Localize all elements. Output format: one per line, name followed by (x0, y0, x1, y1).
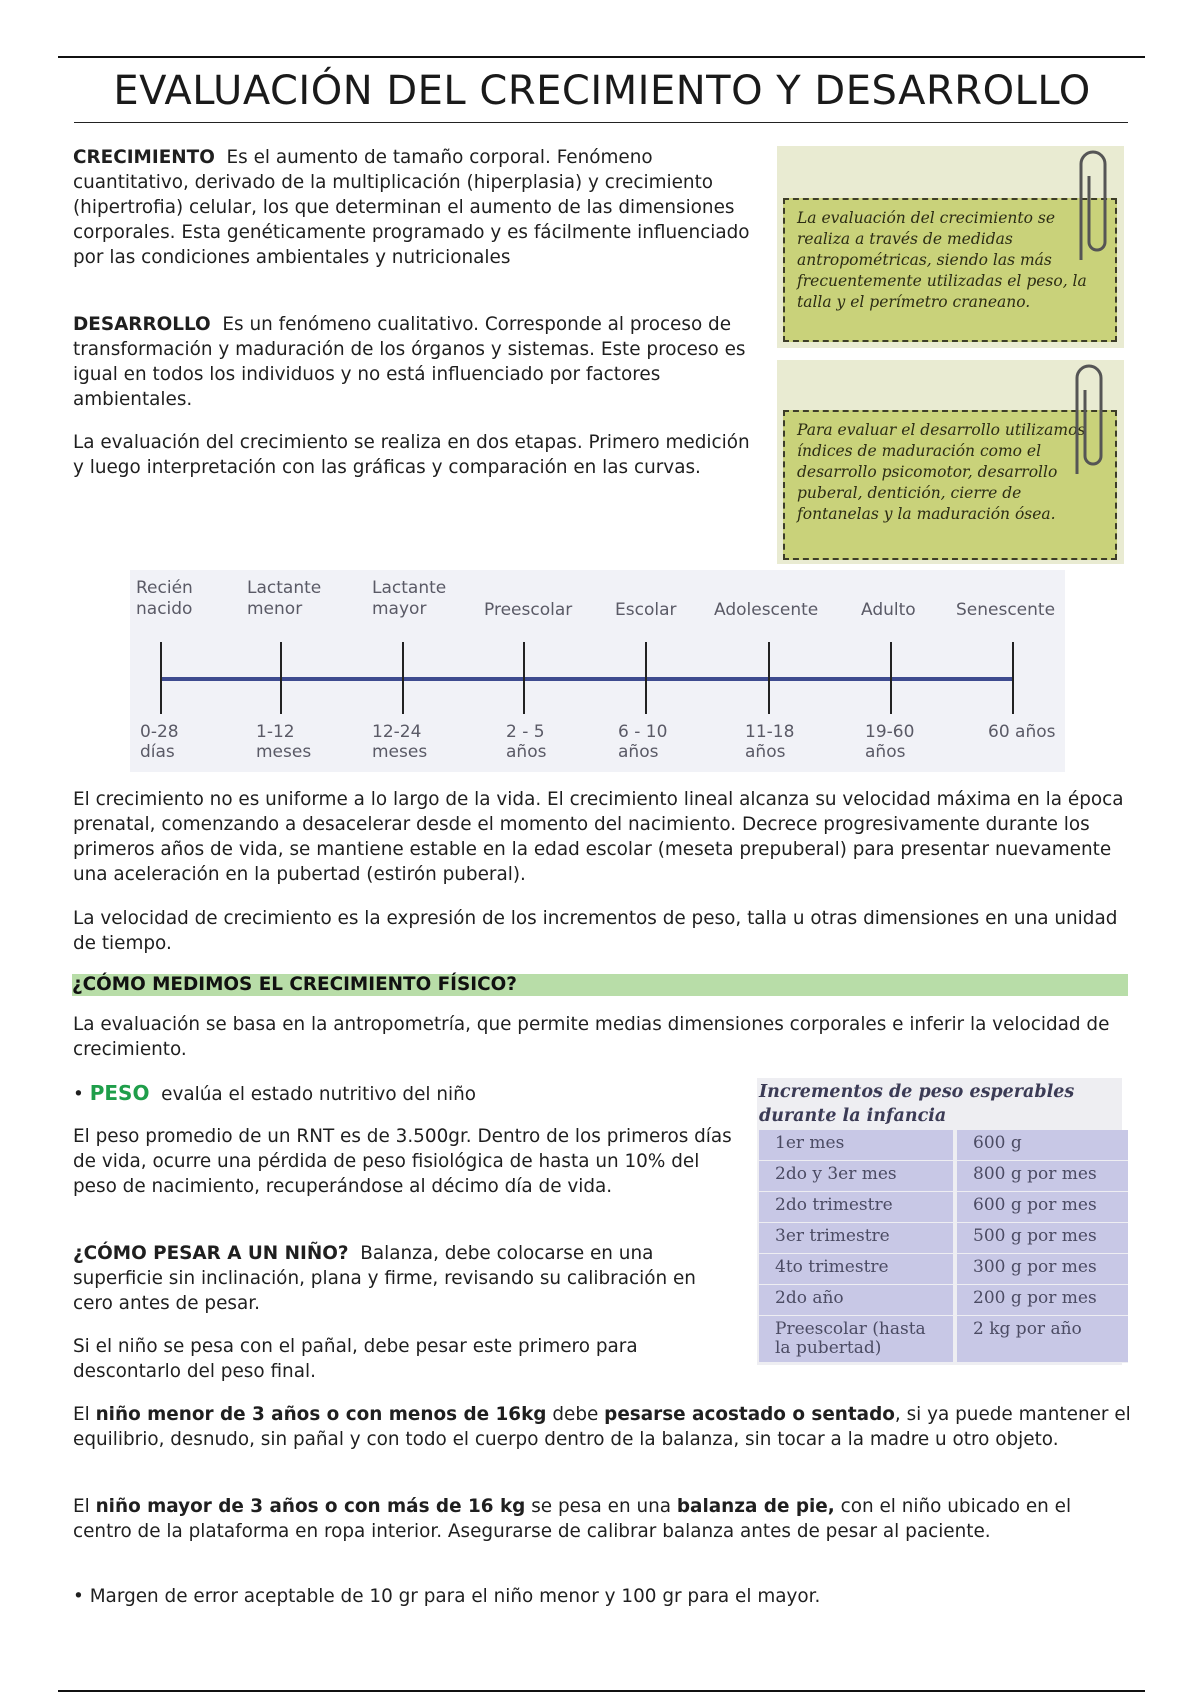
table-cell-incremento: 600 g (957, 1130, 1128, 1161)
rnt-paragraph: El peso promedio de un RNT es de 3.500gr. Dentro de los primeros días de vida, ocurre una pérdida de peso fisiológica de hasta un 10% del peso de nacimiento, recuperándose al décimo día de vida. (73, 1126, 732, 1197)
crecimiento-text: Es el aumento de tamaño corporal. Fenómeno cuantitativo, derivado de la multiplicación (hiperplasia) y crecimiento (hipertrofia) celular, los que determinan el aumento de las dimensiones corporales. Esta genéticamente programado y es fácilmente influenciado por las condiciones ambientales y nutricionales (73, 147, 750, 268)
section-heading: ¿CÓMO MEDIMOS EL CRECIMIENTO FÍSICO? (72, 974, 1128, 996)
table-row (759, 1285, 1128, 1316)
stage-label: Preescolar (484, 600, 573, 620)
menor-3-paragraph (73, 1402, 1133, 1452)
table-cell-incremento: 200 g por mes (957, 1285, 1128, 1316)
desarrollo-term: DESARROLLO (73, 314, 211, 335)
table-cell-periodo: 4to trimestre (759, 1254, 957, 1285)
table-cell-incremento: 300 g por mes (957, 1254, 1128, 1285)
table-row (759, 1223, 1128, 1254)
table-cell-periodo: 2do y 3er mes (759, 1161, 957, 1192)
table-cell-periodo: 3er trimestre (759, 1223, 957, 1254)
table-cell-periodo: 1er mes (759, 1130, 957, 1161)
text-run: El (73, 1496, 96, 1517)
text-run: , si ya puede mantener el equilibrio, desnudo, sin pañal y con todo el cuerpo dentro de la balanza, sin tocar a la madre u otro objeto. (73, 1404, 1131, 1450)
paperclip-icon (1063, 356, 1113, 486)
table-row (759, 1130, 1128, 1161)
velocidad-paragraph: La velocidad de crecimiento es la expresión de los incrementos de peso, talla u otras dimensiones en una unidad de tiempo. (73, 908, 1118, 954)
table-row (759, 1316, 1128, 1363)
title-underline (74, 122, 1128, 123)
note-crecimiento-text: La evaluación del crecimiento se realiza a través de medidas antropométricas, siendo las más frecuentemente utilizadas el peso, la talla y el perímetro craneano. (783, 198, 1117, 342)
stage-label: Recién nacido (136, 578, 193, 619)
table-row (759, 1254, 1128, 1285)
stage-label: Adulto (861, 600, 916, 620)
stage-age: 11-18 años (745, 722, 795, 762)
antropometria-paragraph: La evaluación se basa en la antropometría, que permite medias dimensiones corporales e inferir la velocidad de crecimiento. (73, 1014, 1110, 1060)
bullet: • (73, 1084, 84, 1105)
note-desarrollo-text: Para evaluar el desarrollo utilizamos índices de maduración como el desarrollo psicomotor, desarrollo puberal, dentición, cierre de fontanelas y la maduración ósea. (783, 410, 1117, 560)
stage-label: Lactante mayor (372, 578, 447, 619)
text-run: con el niño ubicado en el centro de la plataforma en ropa interior. Asegurarse de calibrar balanza antes de pesar al paciente. (73, 1496, 1072, 1542)
table-row (759, 1161, 1128, 1192)
page-title: EVALUACIÓN DEL CRECIMIENTO Y DESARROLLO (113, 68, 1091, 114)
stage-age: 2 - 5 años (506, 722, 547, 762)
bold-run: pesarse acostado o sentado (604, 1404, 895, 1425)
top-rule (58, 56, 1145, 58)
stage-age: 19-60 años (865, 722, 915, 762)
stage-age: 1-12 meses (256, 722, 312, 762)
como-pesar-paragraph (73, 1241, 738, 1316)
etapas-paragraph: La evaluación del crecimiento se realiza en dos etapas. Primero medición y luego interpretación con las gráficas y comparación en las curvas. (73, 432, 750, 478)
table-cell-periodo: 2do año (759, 1285, 957, 1316)
stage-label: Senescente (956, 600, 1056, 620)
desarrollo-paragraph (73, 312, 763, 412)
stage-age: 6 - 10 años (618, 722, 668, 762)
stage-age: 0-28 días (140, 722, 179, 762)
table-cell-incremento: 2 kg por año (957, 1316, 1128, 1363)
stage-label: Adolescente (714, 600, 819, 620)
crecimiento-no-uniforme-paragraph: El crecimiento no es uniforme a lo largo de la vida. El crecimiento lineal alcanza su velocidad máxima en la época prenatal, comenzando a desacelerar desde el momento del nacimiento. Decrece progresivamente durante los primeros años de vida, se mantiene estable en la edad escolar (meseta prepuberal) para presentar nuevamente una aceleración en la pubertad (estirón puberal). (73, 789, 1124, 885)
paperclip-icon (1067, 142, 1117, 272)
table-cell-incremento: 800 g por mes (957, 1161, 1128, 1192)
peso-bullet (73, 1081, 753, 1107)
weight-increment-table (759, 1130, 1128, 1363)
text-run: se pesa en una (525, 1496, 677, 1517)
como-pesar-term: ¿CÓMO PESAR A UN NIÑO? (73, 1243, 349, 1264)
crecimiento-term: CRECIMIENTO (73, 147, 215, 168)
weight-table-caption: Incrementos de peso esperables durante la infancia (759, 1082, 1075, 1126)
como-pesar-text: Balanza, debe colocarse en una superficie sin inclinación, plana y firme, revisando su calibración en cero antes de pesar. (73, 1243, 696, 1314)
stage-age: 60 años (988, 722, 1056, 742)
peso-term: PESO (89, 1081, 150, 1105)
text-run: El (73, 1404, 96, 1425)
table-cell-periodo: Preescolar (hasta la pubertad) (759, 1316, 957, 1363)
bold-run: niño menor de 3 años o con menos de 16kg (95, 1404, 547, 1425)
text-run: debe (546, 1404, 605, 1425)
desarrollo-text: Es un fenómeno cualitativo. Corresponde al proceso de transformación y maduración de los órganos y sistemas. Este proceso es igual en todos los individuos y no está influenciado por factores ambientales. (73, 314, 746, 410)
note-desarrollo-card (777, 360, 1124, 564)
table-row (759, 1192, 1128, 1223)
bold-run: niño mayor de 3 años o con más de 16 kg (95, 1496, 526, 1517)
bottom-rule (58, 1690, 1145, 1692)
note-crecimiento-card (777, 146, 1124, 348)
stage-label: Escolar (615, 600, 677, 620)
stage-age: 12-24 meses (372, 722, 428, 762)
stage-label: Lactante menor (247, 578, 322, 619)
peso-text: evalúa el estado nutritivo del niño (161, 1084, 477, 1105)
table-cell-periodo: 2do trimestre (759, 1192, 957, 1223)
margen-error-paragraph: • Margen de error aceptable de 10 gr para el niño menor y 100 gr para el mayor. (73, 1586, 821, 1607)
bold-run: balanza de pie, (676, 1496, 835, 1517)
mayor-3-paragraph (73, 1494, 1133, 1544)
panal-paragraph: Si el niño se pesa con el pañal, debe pesar este primero para descontarlo del peso final. (73, 1336, 638, 1382)
crecimiento-paragraph (73, 145, 763, 270)
table-cell-incremento: 600 g por mes (957, 1192, 1128, 1223)
table-cell-incremento: 500 g por mes (957, 1223, 1128, 1254)
